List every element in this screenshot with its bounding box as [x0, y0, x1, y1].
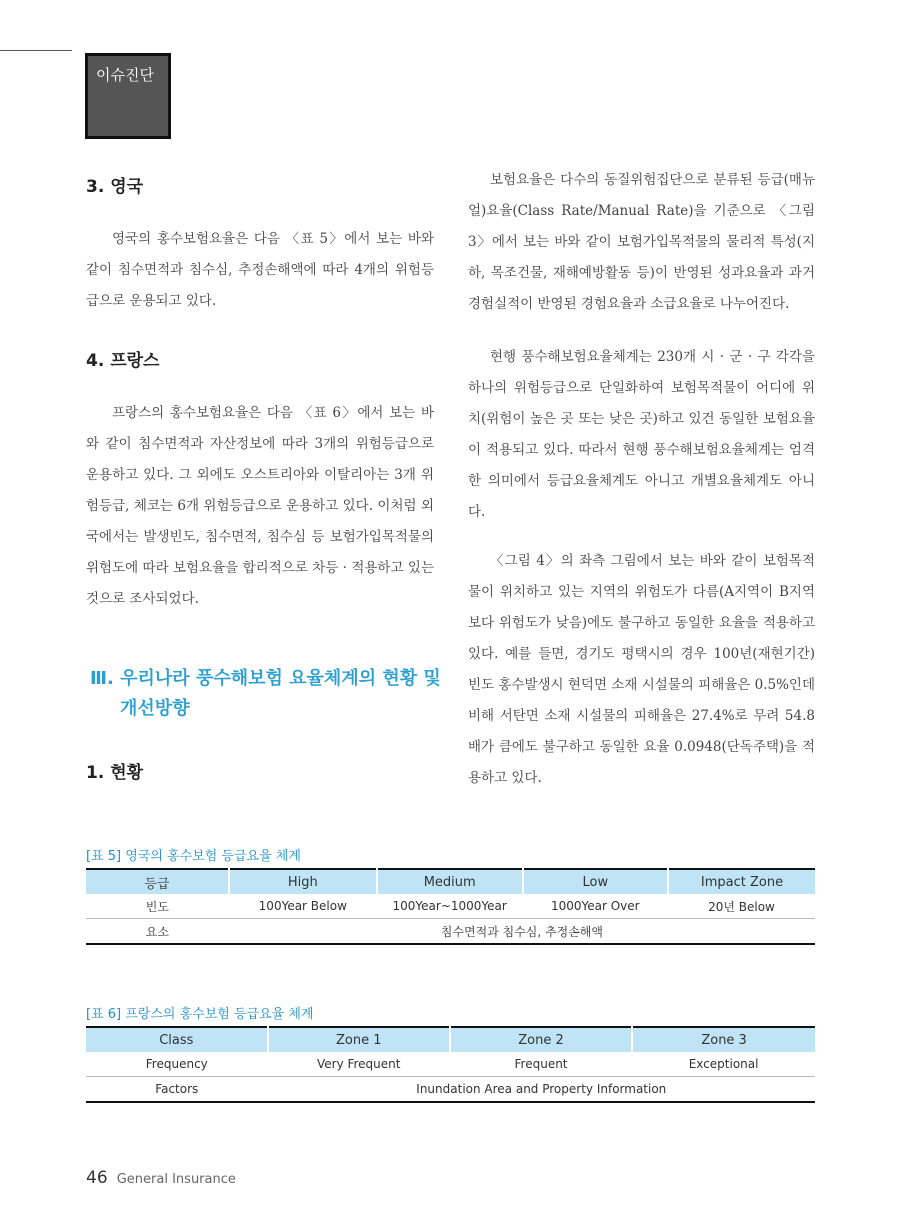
table6-header-cell: Zone 2 [450, 1027, 632, 1052]
table5-cell: 요소 [145, 924, 169, 939]
table5-header-cell: 등급 [86, 869, 229, 894]
table5-cell: 1000Year Over [523, 894, 668, 919]
table6-cell: Very Frequent [268, 1052, 450, 1077]
heading-status: 1. 현황 [86, 763, 144, 783]
table6-cell: Factors [155, 1082, 199, 1096]
paragraph-current-system: 현행 풍수해보험요율체계는 230개 시 · 군 · 구 각각을 하나의 위험등급으로 단일화하여 보험목적물이 어디에 위치(위험이 높은 곳 또는 낮은 곳)하고 있건 동일한 보험요율이 적용되고 있다. 따라서 현행 풍수해보험요율체계는 엄격한 의미에서 등급요율체계도 아니고 개별요율체계도 아니다. [468, 349, 815, 520]
table6-cell: Inundation Area and Property Information [416, 1082, 667, 1096]
table5-header-cell: Medium [377, 869, 523, 894]
table-row [86, 1052, 815, 1077]
table6-cell: Frequent [450, 1052, 632, 1077]
table6-caption: [표 6] 프랑스의 홍수보험 등급요율 체계 [86, 1007, 314, 1022]
paragraph-france: 프랑스의 홍수보험요율은 다음 〈표 6〉에서 보는 바와 같이 침수면적과 자산정보에 따라 3개의 위험등급으로 운용하고 있다. 그 외에도 오스트리아와 이탈리아는 3개 위험등급, 체코는 6개 위험등급으로 운용하고 있다. 이처럼 외국에서는 발생빈도, 침수면적, 침수심 등 보험가입목적물의 위험도에 따라 보험요율을 합리적으로 차등 · 적용하고 있는 것으로 조사되었다. [86, 405, 434, 607]
publication-name: General Insurance [116, 1172, 236, 1187]
table6-header-cell: Zone 1 [268, 1027, 450, 1052]
section-badge [85, 53, 171, 139]
table6 [86, 1026, 815, 1103]
heading-uk: 3. 영국 [86, 177, 144, 197]
table5-cell: 침수면적과 침수심, 추정손해액 [440, 924, 603, 939]
table5-caption: [표 5] 영국의 홍수보험 등급요율 체계 [86, 849, 301, 864]
page-number: 46 [86, 1168, 108, 1188]
table5-header-row [86, 869, 815, 894]
table5-cell: 100Year~1000Year [377, 894, 523, 919]
table5-header-cell: Impact Zone [668, 869, 815, 894]
table6-header-cell: Zone 3 [632, 1027, 815, 1052]
chapter-heading-line1: Ⅲ. 우리나라 풍수해보험 요율체계의 현황 및 [90, 668, 441, 689]
paragraph-rate-types: 보험요율은 다수의 동질위험집단으로 분류된 등급(매뉴얼)요율(Class Rate/Manual Rate)을 기준으로 〈그림 3〉에서 보는 바와 같이 보험가입목적물의 물리적 특성(지하, 목조건물, 재해예방활동 등)이 반영된 성과요율과 과거 경험실적이 반영된 경험요율과 소급요율로 나누어진다. [468, 172, 815, 312]
table5-header-cell: Low [523, 869, 668, 894]
table5 [86, 868, 815, 945]
chapter-heading [90, 664, 450, 724]
paragraph-uk: 영국의 홍수보험요율은 다음 〈표 5〉에서 보는 바와 같이 침수면적과 침수심, 추정손해액에 따라 4개의 위험등급으로 운용되고 있다. [86, 231, 434, 309]
table-row [86, 894, 815, 919]
table5-cell: 100Year Below [229, 894, 377, 919]
table5-cell: 빈도 [86, 894, 229, 919]
table5-header-cell: High [229, 869, 377, 894]
table-row [86, 1077, 815, 1103]
section-badge-label: 이슈진단 [96, 66, 154, 84]
table-row [86, 919, 815, 945]
table6-cell: Exceptional [632, 1052, 815, 1077]
table6-header-cell: Class [86, 1027, 268, 1052]
top-rule [0, 50, 72, 51]
table5-cell: 20년 Below [668, 894, 815, 919]
table6-header-row [86, 1027, 815, 1052]
chapter-heading-line2: 개선방향 [120, 698, 190, 719]
heading-france: 4. 프랑스 [86, 351, 160, 371]
table6-cell: Frequency [86, 1052, 268, 1077]
page-footer [86, 1168, 236, 1188]
paragraph-example: 〈그림 4〉의 좌측 그림에서 보는 바와 같이 보험목적물이 위치하고 있는 지역의 위험도가 다름(A지역이 B지역보다 위험도가 낮음)에도 불구하고 동일한 요율을 적용하고 있다. 예를 들면, 경기도 평택시의 경우 100년(재현기간) 빈도 홍수발생시 현덕면 소재 시설물의 피해율은 0.5%인데 비해 서탄면 소재 시설물의 피해율은 27.4%로 무려 54.8배가 큼에도 불구하고 동일한 요율 0.0948(단독주택)을 적용하고 있다. [468, 553, 815, 786]
